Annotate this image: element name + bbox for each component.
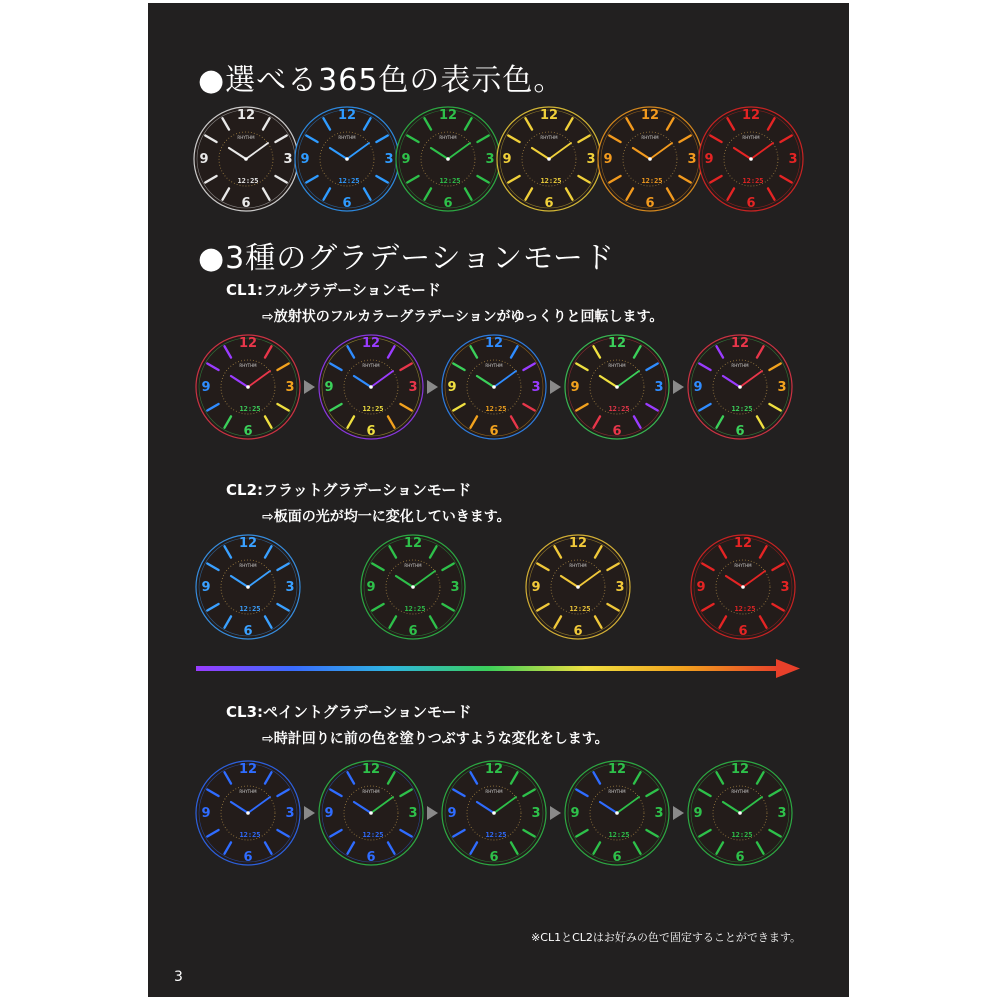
transition-arrow-1 [427, 380, 438, 394]
lcd-display: 12:25 [734, 605, 756, 613]
brand-logo: RHYTHM [239, 563, 257, 568]
numeral-12: 12 [236, 108, 256, 123]
hand-pivot [547, 157, 551, 161]
brand-logo: RHYTHM [404, 563, 422, 568]
numeral-6: 6 [612, 424, 622, 439]
lcd-display: 12:25 [404, 605, 426, 613]
cl1-title-text: :フルグラデーションモード [257, 281, 441, 299]
hand-pivot [246, 585, 250, 589]
numeral-3: 3 [777, 380, 787, 395]
numeral-6: 6 [489, 850, 499, 865]
numeral-12: 12 [484, 762, 504, 777]
numeral-12: 12 [607, 762, 627, 777]
numeral-6: 6 [735, 424, 745, 439]
clock-5 [699, 107, 803, 211]
numeral-12: 12 [539, 108, 559, 123]
numeral-9: 9 [704, 152, 714, 167]
numeral-12: 12 [337, 108, 357, 123]
numeral-3: 3 [408, 380, 418, 395]
clock-4 [598, 107, 702, 211]
numeral-3: 3 [654, 806, 664, 821]
lcd-display: 12:25 [742, 177, 764, 185]
numeral-6: 6 [612, 850, 622, 865]
clock-2 [526, 535, 630, 639]
brand-logo: RHYTHM [237, 135, 255, 140]
lcd-display: 12:25 [239, 831, 261, 839]
brand-logo: RHYTHM [239, 363, 257, 368]
clock-3 [565, 761, 669, 865]
numeral-12: 12 [238, 336, 258, 351]
numeral-9: 9 [401, 152, 411, 167]
brand-logo: RHYTHM [362, 789, 380, 794]
lcd-display: 12:25 [239, 605, 261, 613]
cl2-title-text: :フラットグラデーションモード [257, 481, 472, 499]
cl1-description: ⇨放射状のフルカラーグラデーションがゆっくりと回転します。 [262, 309, 664, 325]
hand-pivot [738, 385, 742, 389]
numeral-3: 3 [450, 580, 460, 595]
catalog-page [148, 3, 849, 997]
hand-pivot [615, 385, 619, 389]
brand-logo: RHYTHM [540, 135, 558, 140]
hand-pivot [411, 585, 415, 589]
numeral-3: 3 [586, 152, 596, 167]
brand-logo: RHYTHM [485, 789, 503, 794]
numeral-9: 9 [693, 380, 703, 395]
numeral-12: 12 [607, 336, 627, 351]
numeral-9: 9 [447, 380, 457, 395]
lcd-display: 12:25 [239, 405, 261, 413]
transition-arrow-0 [304, 806, 315, 820]
clock-2 [442, 335, 546, 439]
transition-arrow-0 [304, 380, 315, 394]
brand-logo: RHYTHM [362, 363, 380, 368]
lcd-display: 12:25 [362, 831, 384, 839]
cl2-code: CL2 [226, 481, 258, 499]
hand-pivot [244, 157, 248, 161]
cl1-clock-row-svg [148, 333, 849, 441]
brand-logo: RHYTHM [641, 135, 659, 140]
rainbow-bar [196, 666, 780, 671]
numeral-9: 9 [603, 152, 613, 167]
transition-arrow-3 [673, 806, 684, 820]
lcd-display: 12:25 [485, 405, 507, 413]
numeral-9: 9 [531, 580, 541, 595]
cl3-title-text: :ペイントグラデーションモード [257, 703, 472, 721]
numeral-9: 9 [570, 380, 580, 395]
cl2-description: ⇨板面の光が均一に変化していきます。 [262, 509, 511, 525]
cl1-code: CL1 [226, 281, 258, 299]
numeral-9: 9 [201, 806, 211, 821]
footnote: ※CL1とCL2はお好みの色で固定することができます。 [531, 931, 801, 944]
numeral-3: 3 [531, 380, 541, 395]
page-number: 3 [174, 969, 183, 985]
hand-pivot [615, 811, 619, 815]
numeral-9: 9 [447, 806, 457, 821]
cl3-clock-row [148, 759, 849, 867]
numeral-3: 3 [384, 152, 394, 167]
numeral-9: 9 [366, 580, 376, 595]
numeral-9: 9 [201, 380, 211, 395]
numeral-3: 3 [485, 152, 495, 167]
numeral-12: 12 [403, 536, 423, 551]
clock-2 [442, 761, 546, 865]
numeral-3: 3 [615, 580, 625, 595]
numeral-6: 6 [735, 850, 745, 865]
lcd-display: 12:25 [731, 831, 753, 839]
hand-pivot [369, 385, 373, 389]
hand-pivot [345, 157, 349, 161]
numeral-6: 6 [544, 196, 554, 211]
numeral-9: 9 [324, 806, 334, 821]
numeral-3: 3 [408, 806, 418, 821]
cl3-clock-row-svg [148, 759, 849, 867]
numeral-6: 6 [645, 196, 655, 211]
numeral-6: 6 [408, 624, 418, 639]
numeral-12: 12 [730, 336, 750, 351]
cl2-clock-row [148, 533, 849, 641]
lcd-display: 12:25 [608, 405, 630, 413]
clock-0 [196, 761, 300, 865]
lcd-display: 12:25 [439, 177, 461, 185]
clock-4 [688, 761, 792, 865]
numeral-9: 9 [570, 806, 580, 821]
numeral-12: 12 [238, 762, 258, 777]
transition-arrow-3 [673, 380, 684, 394]
hand-pivot [246, 811, 250, 815]
numeral-12: 12 [741, 108, 761, 123]
numeral-12: 12 [438, 108, 458, 123]
numeral-12: 12 [238, 536, 258, 551]
brand-logo: RHYTHM [485, 363, 503, 368]
cl1-clock-row [148, 333, 849, 441]
numeral-9: 9 [300, 152, 310, 167]
hand-pivot [741, 585, 745, 589]
cl3-code: CL3 [226, 703, 258, 721]
clock-3 [565, 335, 669, 439]
gradation-heading: ●3種のグラデーションモード [198, 241, 615, 276]
lcd-display: 12:25 [569, 605, 591, 613]
lcd-display: 12:25 [237, 177, 259, 185]
hand-pivot [446, 157, 450, 161]
cl2-clock-row-svg [148, 533, 849, 641]
numeral-3: 3 [780, 580, 790, 595]
cl3-description: ⇨時計回りに前の色を塗りつぶすような変化をします。 [262, 731, 609, 747]
brand-logo: RHYTHM [338, 135, 356, 140]
numeral-9: 9 [502, 152, 512, 167]
color-clock-row [148, 105, 849, 213]
numeral-6: 6 [738, 624, 748, 639]
hand-pivot [749, 157, 753, 161]
numeral-6: 6 [243, 624, 253, 639]
hand-pivot [369, 811, 373, 815]
clock-0 [196, 535, 300, 639]
numeral-3: 3 [788, 152, 798, 167]
brand-logo: RHYTHM [742, 135, 760, 140]
clock-0 [196, 335, 300, 439]
numeral-3: 3 [283, 152, 293, 167]
numeral-9: 9 [696, 580, 706, 595]
hand-pivot [738, 811, 742, 815]
numeral-6: 6 [573, 624, 583, 639]
hand-pivot [492, 811, 496, 815]
lcd-display: 12:25 [485, 831, 507, 839]
numeral-6: 6 [342, 196, 352, 211]
lcd-display: 12:25 [641, 177, 663, 185]
clock-0 [194, 107, 298, 211]
lcd-display: 12:25 [731, 405, 753, 413]
numeral-3: 3 [531, 806, 541, 821]
brand-logo: RHYTHM [569, 563, 587, 568]
cl2-title [226, 479, 471, 500]
brand-logo: RHYTHM [734, 563, 752, 568]
numeral-6: 6 [366, 424, 376, 439]
numeral-12: 12 [361, 762, 381, 777]
numeral-9: 9 [693, 806, 703, 821]
numeral-6: 6 [746, 196, 756, 211]
lcd-display: 12:25 [338, 177, 360, 185]
lcd-display: 12:25 [362, 405, 384, 413]
numeral-6: 6 [241, 196, 251, 211]
clock-1 [295, 107, 399, 211]
numeral-12: 12 [733, 536, 753, 551]
hand-pivot [246, 385, 250, 389]
hand-pivot [576, 585, 580, 589]
clock-3 [691, 535, 795, 639]
clock-1 [361, 535, 465, 639]
transition-arrow-1 [427, 806, 438, 820]
numeral-6: 6 [366, 850, 376, 865]
clock-3 [497, 107, 601, 211]
transition-arrow-2 [550, 380, 561, 394]
numeral-12: 12 [568, 536, 588, 551]
color-clock-row-svg [148, 105, 849, 213]
transition-arrow-2 [550, 806, 561, 820]
numeral-3: 3 [285, 806, 295, 821]
numeral-6: 6 [243, 850, 253, 865]
lcd-display: 12:25 [608, 831, 630, 839]
rainbow-arrow [196, 657, 800, 681]
numeral-9: 9 [324, 380, 334, 395]
brand-logo: RHYTHM [731, 363, 749, 368]
brand-logo: RHYTHM [239, 789, 257, 794]
numeral-3: 3 [654, 380, 664, 395]
lcd-display: 12:25 [540, 177, 562, 185]
numeral-6: 6 [243, 424, 253, 439]
clock-2 [396, 107, 500, 211]
numeral-3: 3 [777, 806, 787, 821]
brand-logo: RHYTHM [439, 135, 457, 140]
numeral-9: 9 [199, 152, 209, 167]
numeral-12: 12 [640, 108, 660, 123]
clock-1 [319, 335, 423, 439]
numeral-12: 12 [361, 336, 381, 351]
clock-1 [319, 761, 423, 865]
colors-heading: ●選べる365色の表示色。 [198, 63, 565, 98]
numeral-12: 12 [484, 336, 504, 351]
hand-pivot [648, 157, 652, 161]
numeral-3: 3 [687, 152, 697, 167]
numeral-12: 12 [730, 762, 750, 777]
numeral-6: 6 [489, 424, 499, 439]
numeral-9: 9 [201, 580, 211, 595]
numeral-3: 3 [285, 580, 295, 595]
numeral-6: 6 [443, 196, 453, 211]
brand-logo: RHYTHM [731, 789, 749, 794]
clock-4 [688, 335, 792, 439]
rainbow-arrowhead [776, 659, 800, 678]
numeral-3: 3 [285, 380, 295, 395]
brand-logo: RHYTHM [608, 363, 626, 368]
brand-logo: RHYTHM [608, 789, 626, 794]
hand-pivot [492, 385, 496, 389]
cl3-title [226, 701, 472, 722]
cl1-title [226, 279, 441, 300]
